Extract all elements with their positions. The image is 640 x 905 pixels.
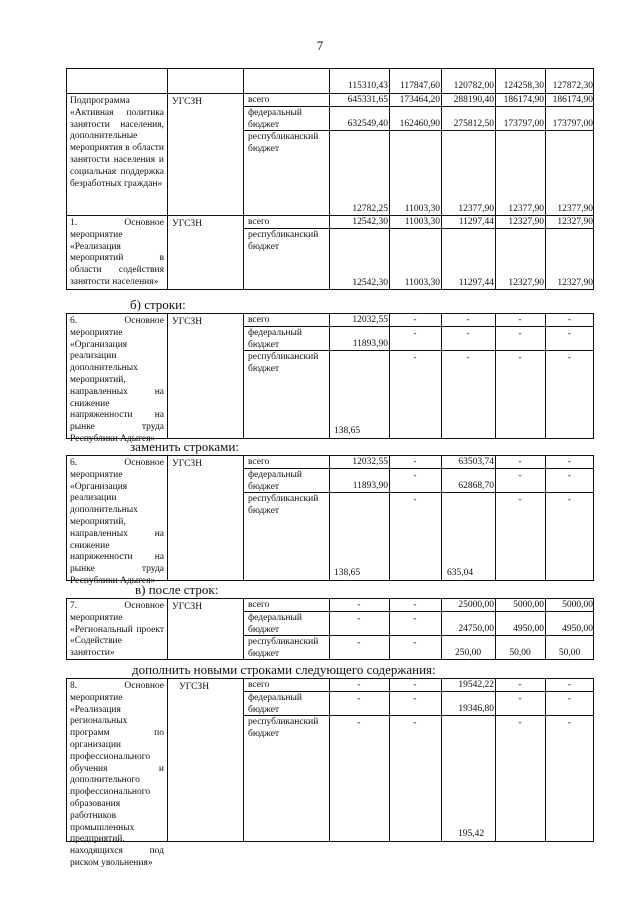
table-row: [67, 455, 593, 586]
row-description: 6. Основное мероприятие «Организация реализации дополнительных мероприятий, направленных на снижение напряженности на рынке труда Республики Адыгея»: [70, 316, 164, 444]
value-cell: 11893,90: [352, 481, 388, 491]
source-total: всего: [248, 95, 270, 105]
value-cell: 124258,30: [503, 81, 544, 91]
value-cell: -: [466, 329, 470, 339]
value-cell: 12327,90: [508, 217, 544, 227]
value-cell: 12032,55: [352, 315, 388, 325]
value-cell: 11003,30: [404, 204, 440, 214]
value-cell: 25000,00: [458, 600, 494, 610]
value-cell: -: [567, 495, 572, 505]
value-cell: -: [413, 495, 417, 505]
value-cell: -: [413, 718, 417, 728]
value-cell: 12377,90: [458, 204, 494, 214]
value-cell: 62868,70: [458, 481, 494, 491]
value-cell: -: [567, 718, 572, 728]
value-cell: -: [357, 600, 361, 610]
value-cell: -: [518, 353, 522, 363]
source-federal: федеральный бюджет: [248, 693, 302, 715]
value-cell: 50,00: [509, 648, 531, 658]
value-cell: -: [518, 495, 522, 505]
value-cell: 645331,65: [347, 95, 388, 105]
source-republic: республиканский бюджет: [248, 352, 319, 374]
value-cell: 162460,90: [399, 119, 440, 129]
value-cell: -: [518, 680, 522, 690]
responsible-label: УГСЗН: [172, 459, 203, 469]
row-description: Подпрограмма «Активная политика занятости населения, дополнительные мероприятия в области занятости населения и социальная поддержка безработных граждан»: [70, 96, 164, 189]
source-total: всего: [248, 217, 270, 227]
source-total: всего: [248, 315, 270, 325]
value-cell: 12327,90: [557, 278, 593, 288]
source-federal: федеральный бюджет: [248, 328, 302, 350]
value-cell: -: [357, 680, 361, 690]
responsible-label: УГСЗН: [172, 219, 203, 229]
value-cell: -: [357, 638, 361, 648]
value-cell: -: [466, 315, 470, 325]
value-cell: -: [518, 471, 522, 481]
source-republic: республиканский бюджет: [248, 717, 319, 739]
value-cell: -: [357, 694, 361, 704]
value-cell: 288190,40: [453, 95, 494, 105]
value-cell: 11003,30: [404, 217, 440, 227]
value-cell: 12327,90: [508, 278, 544, 288]
value-cell: 63503,74: [458, 457, 494, 467]
value-cell: 11893,90: [352, 339, 388, 349]
responsible-label: УГСЗН: [179, 682, 210, 692]
value-cell: 12327,90: [557, 217, 593, 227]
source-republic: республиканский бюджет: [248, 494, 319, 516]
value-cell: 12377,90: [557, 204, 593, 214]
responsible-label: УГСЗН: [172, 602, 203, 612]
value-cell: 4950,00: [562, 624, 593, 634]
value-cell: -: [518, 329, 522, 339]
source-republic: республиканский бюджет: [248, 637, 319, 659]
value-cell: -: [357, 718, 361, 728]
value-cell: -: [567, 315, 572, 325]
row-description: 6. Основное мероприятие «Организация реализации дополнительных мероприятий, направленных на снижение напряженности на рынке труда Республики Адыгея»: [70, 458, 164, 586]
value-cell: 186174,90: [503, 95, 544, 105]
table-row: [67, 598, 593, 660]
table-block-4: [66, 598, 594, 660]
source-federal: федеральный бюджет: [248, 108, 302, 130]
source-federal: федеральный бюджет: [248, 613, 302, 635]
value-cell: 12542,30: [352, 278, 388, 288]
value-cell: 173464,20: [399, 95, 440, 105]
value-cell: 11297,44: [458, 278, 494, 288]
value-cell: -: [518, 315, 522, 325]
responsible-label: УГСЗН: [172, 317, 203, 327]
value-cell: -: [413, 614, 417, 624]
source-total: всего: [248, 680, 270, 690]
value-cell: 275812,50: [453, 119, 494, 129]
value-cell: 186174,90: [552, 95, 593, 105]
table-block-5: [66, 678, 594, 868]
value-cell: 50,00: [558, 648, 581, 658]
value-cell: -: [413, 600, 417, 610]
value-cell: 138,65: [334, 426, 361, 436]
section-heading-v: в) после строк:: [135, 582, 219, 597]
value-cell: -: [413, 638, 417, 648]
value-cell: 120782,00: [453, 81, 494, 91]
value-cell: 138,65: [334, 568, 361, 578]
value-cell: -: [466, 353, 470, 363]
responsible-label: УГСЗН: [172, 97, 203, 107]
value-cell: -: [518, 694, 522, 704]
table-row: [67, 68, 593, 93]
value-cell: -: [518, 457, 522, 467]
value-cell: 127872,30: [552, 81, 593, 91]
source-federal: федеральный бюджет: [248, 470, 302, 492]
table-block-1: [66, 68, 594, 290]
page-number: 7: [316, 38, 324, 53]
value-cell: -: [567, 680, 572, 690]
value-cell: 250,00: [454, 648, 482, 658]
row-description: 8. Основное мероприятие «Реализация региональных программ по организации профессионального обучения и дополнительного профессионального образования работников промышленных предприятий, находящихся под риском увольнения»: [70, 681, 164, 868]
value-cell: 19346,80: [458, 704, 494, 714]
value-cell: 12032,55: [352, 457, 388, 467]
section-heading-replace: заменить строками:: [130, 439, 239, 454]
value-cell: -: [567, 353, 572, 363]
value-cell: 5000,00: [562, 600, 593, 610]
value-cell: 5000,00: [513, 600, 544, 610]
value-cell: -: [413, 329, 417, 339]
row-description: 1. Основное мероприятие «Реализация мероприятий в области содействия занятости населения»: [70, 218, 164, 287]
table-row: [67, 215, 593, 290]
source-total: всего: [248, 457, 270, 467]
value-cell: -: [413, 471, 417, 481]
value-cell: 12782,25: [352, 204, 388, 214]
value-cell: 24750,00: [458, 624, 494, 634]
section-heading-b: б) строки:: [130, 297, 186, 312]
value-cell: 12377,90: [508, 204, 544, 214]
value-cell: 11003,30: [404, 278, 440, 288]
value-cell: 635,04: [447, 568, 474, 578]
table-row: [67, 313, 593, 444]
value-cell: -: [357, 614, 361, 624]
table-block-2: [66, 313, 594, 444]
row-description: 7. Основное мероприятие «Региональный проект «Содействие занятости»: [70, 601, 164, 659]
value-cell: 19542,22: [458, 680, 494, 690]
value-cell: 11297,44: [458, 217, 494, 227]
value-cell: 173797,00: [552, 119, 593, 129]
value-cell: -: [567, 694, 572, 704]
value-cell: -: [413, 315, 417, 325]
value-cell: 173797,00: [503, 119, 544, 129]
value-cell: -: [567, 329, 572, 339]
value-cell: -: [413, 353, 417, 363]
table-block-3: [66, 455, 594, 586]
value-cell: 115310,43: [347, 81, 388, 91]
table-row: [67, 93, 593, 215]
table-row: [67, 678, 593, 868]
value-cell: -: [413, 457, 417, 467]
source-total: всего: [248, 600, 270, 610]
section-heading-add: дополнить новыми строками следующего содержания:: [132, 662, 436, 677]
value-cell: -: [567, 457, 572, 467]
value-cell: 12542,30: [352, 217, 388, 227]
value-cell: 195,42: [458, 829, 485, 839]
value-cell: 117847,60: [399, 81, 440, 91]
value-cell: -: [567, 471, 572, 481]
value-cell: -: [413, 680, 417, 690]
value-cell: -: [518, 718, 522, 728]
value-cell: 632549,40: [347, 119, 388, 129]
source-republic: республиканский бюджет: [248, 132, 319, 154]
source-republic: республиканский бюджет: [248, 230, 319, 252]
value-cell: 4950,00: [513, 624, 544, 634]
value-cell: -: [413, 694, 417, 704]
